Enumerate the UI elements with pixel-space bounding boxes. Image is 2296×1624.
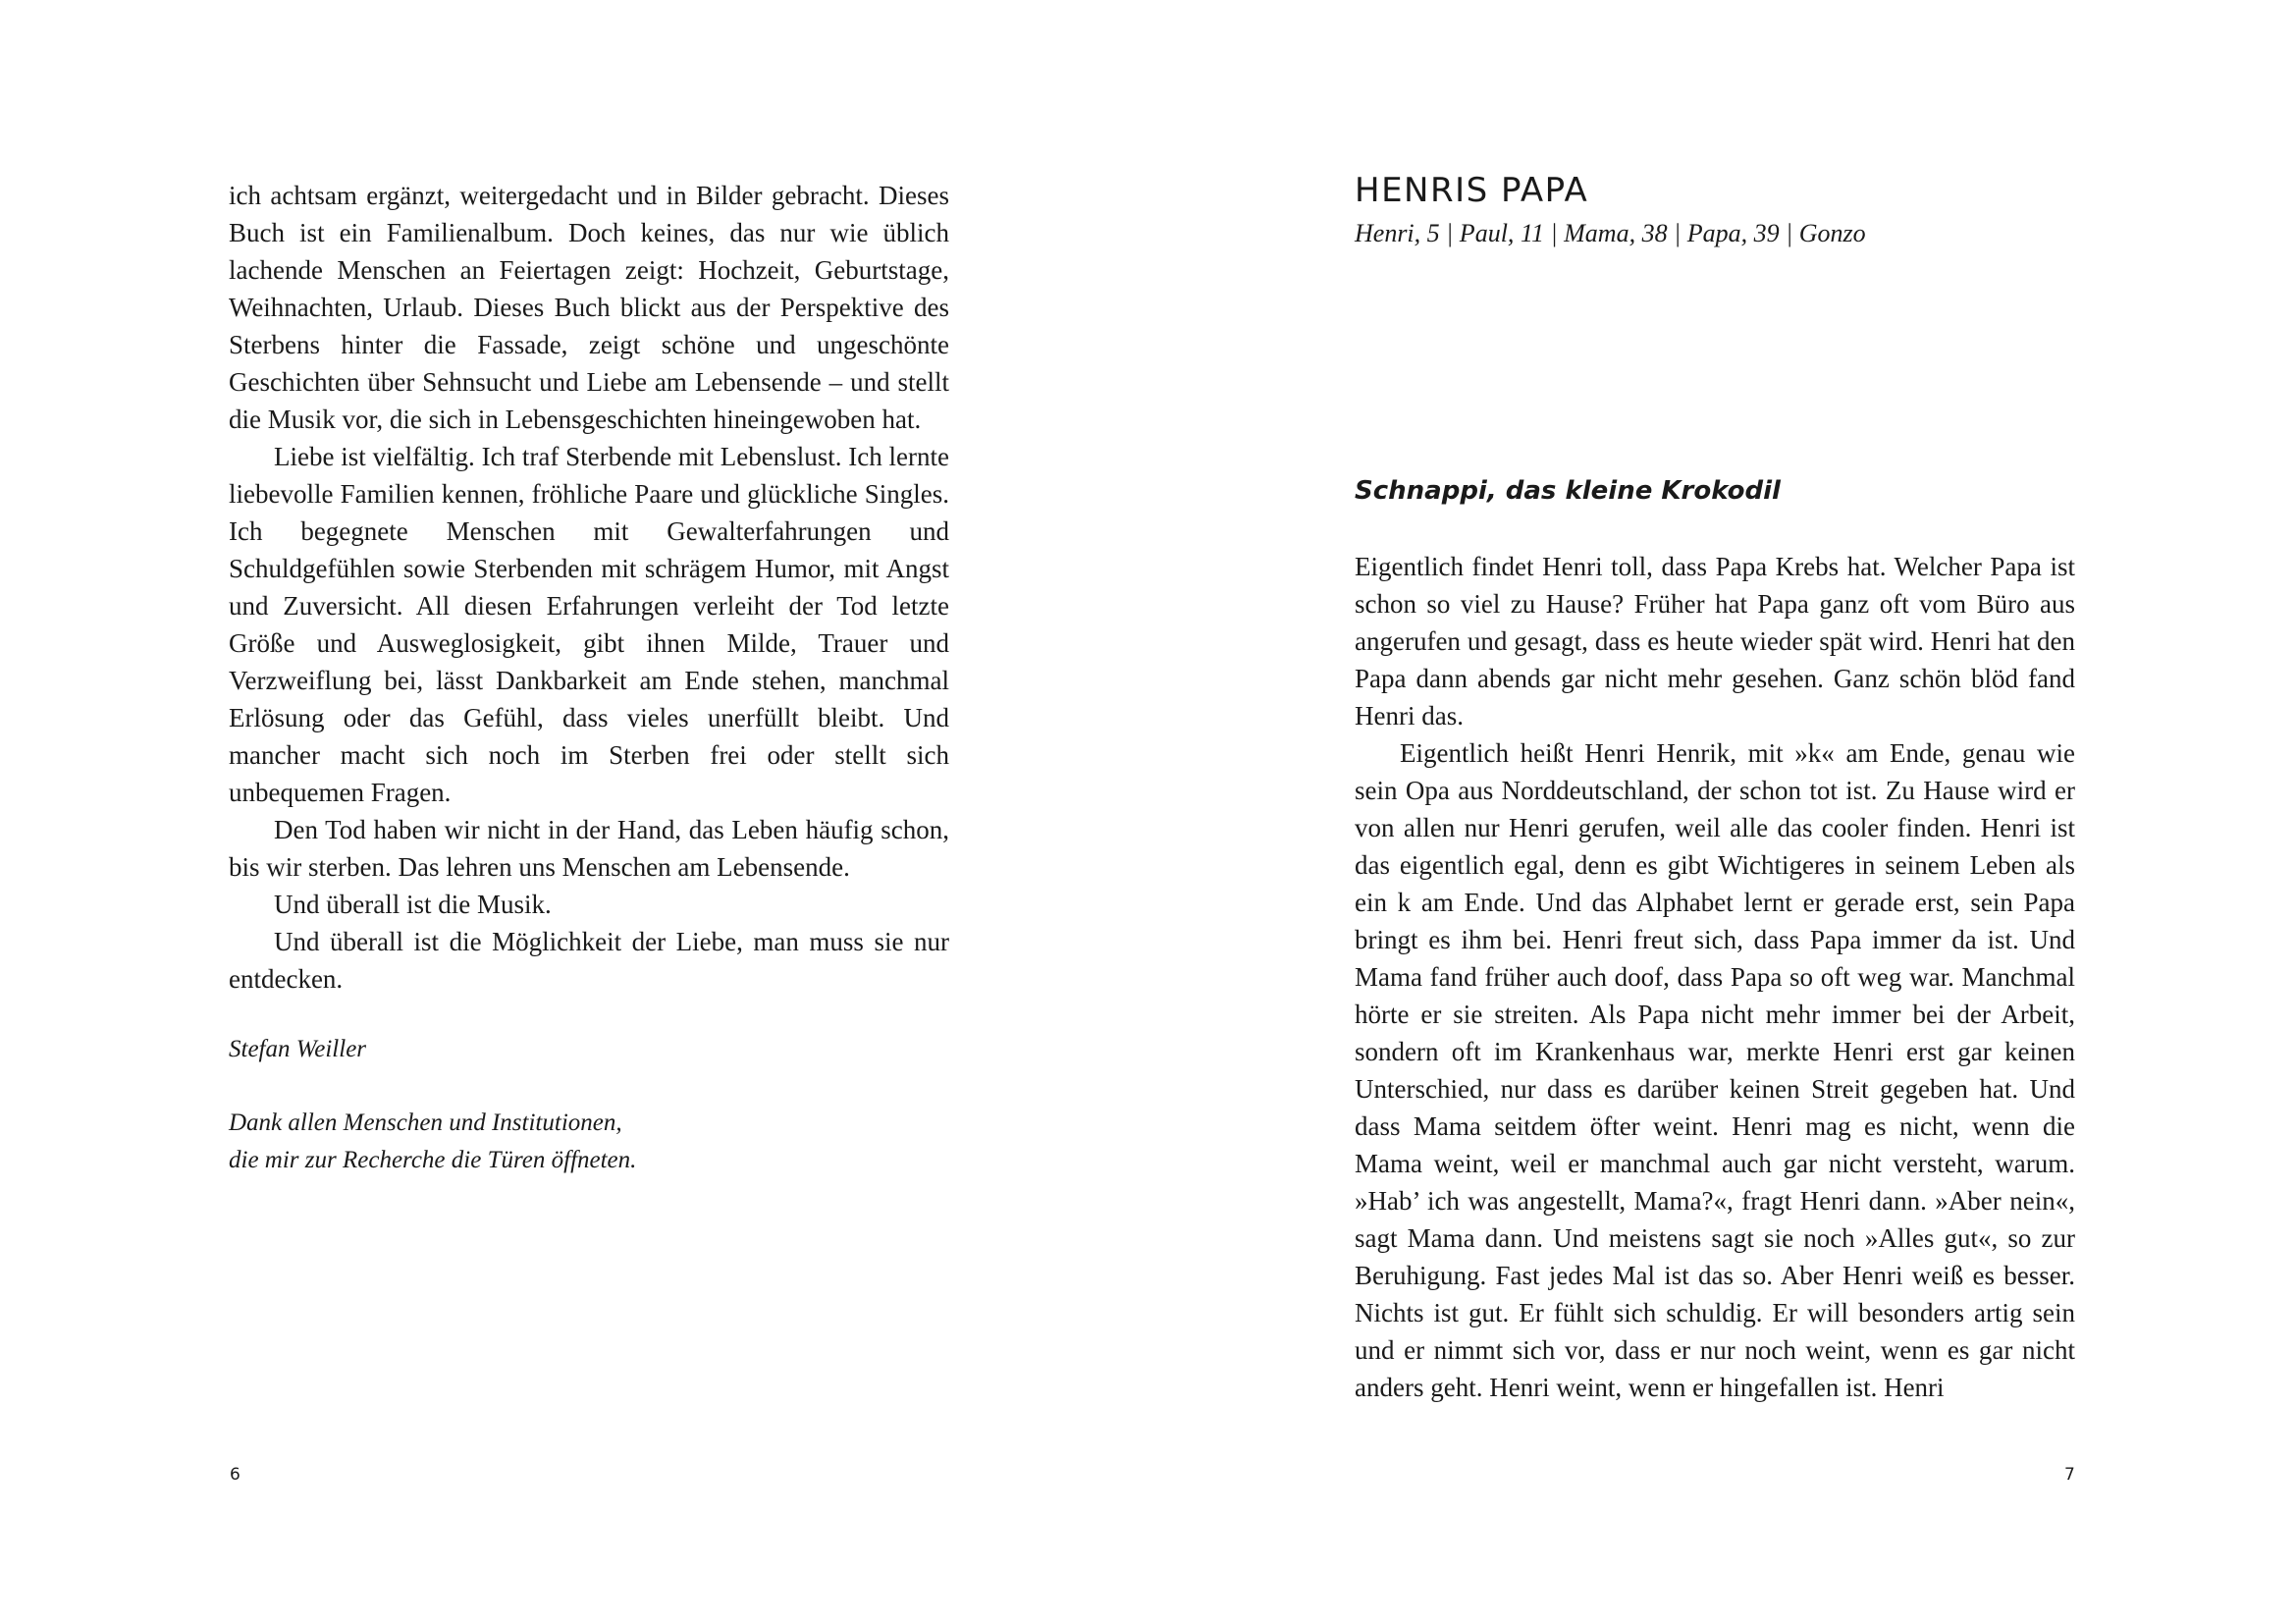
- page-number-left: 6: [230, 1465, 240, 1485]
- acknowledgement-block: [229, 1105, 949, 1179]
- right-paragraph-1: Eigentlich findet Henri toll, dass Papa Krebs hat. Welcher Papa ist schon so viel zu Hause? Früher hat Papa ganz oft vom Büro aus angerufen und gesagt, dass es heute wieder spät wird. Henri hat den Papa dann abends gar nicht mehr gesehen. Ganz schön blöd fand Henri das.: [1355, 552, 2075, 731]
- page-number-right: 7: [2064, 1465, 2075, 1485]
- left-paragraph-2: Liebe ist vielfältig. Ich traf Sterbende mit Lebenslust. Ich lernte liebevolle Familien kennen, fröhliche Paare und glückliche Singles. Ich begegnete Menschen mit Gewalterfahrungen und Schuldgefühlen sowie Sterbenden mit schrägem Humor, mit Angst und Zuversicht. All diesen Erfahrungen verleiht der Tod letzte Größe und Ausweglosigkeit, gibt ihnen Milde, Trauer und Verzweiflung bei, lässt Dankbarkeit am Ende stehen, manchmal Erlösung oder das Gefühl, dass vieles unerfüllt bleibt. Und mancher macht sich noch im Sterben frei oder stellt sich unbequemen Fragen.: [229, 442, 949, 807]
- left-paragraph-4: Und überall ist die Musik.: [274, 890, 552, 919]
- right-paragraph-2: Eigentlich heißt Henri Henrik, mit »k« am Ende, genau wie sein Opa aus Norddeutschland, der schon tot ist. Zu Hause wird er von allen nur Henri gerufen, weil alle das cooler finden. Henri ist das eigentlich egal, denn es gibt Wichtigeres in seinem Leben als ein k am Ende. Und das Alphabet lernt er gerade erst, sein Papa bringt es ihm bei. Henri freut sich, dass Papa immer da ist. Und Mama fand früher auch doof, dass Papa so oft weg war. Manchmal hörte er sie streiten. Als Papa nicht mehr immer bei der Arbeit, sondern oft im Krankenhaus war, merkte Henri erst gar keinen Unterschied, nur dass es darüber keinen Streit gegeben hat. Und dass Mama seitdem öfter weint. Henri mag es nicht, wenn die Mama weint, weil er manchmal auch gar nicht versteht, warum. »Hab’ ich was angestellt, Mama?«, fragt Henri dann. »Aber nein«, sagt Mama dann. Und meistens sagt sie noch »Alles gut«, so zur Beruhigung. Fast jedes Mal ist das so. Aber Henri weiß es besser. Nichts ist gut. Er fühlt sich schuldig. Er will besonders artig sein und er nimmt sich vor, dass er nur noch weint, wenn es gar nicht anders geht. Henri weint, wenn er hingefallen ist. Henri: [1355, 738, 2075, 1402]
- right-body-text: [1355, 548, 2075, 1406]
- left-page-body: [229, 177, 949, 998]
- acknowledgement-line-1: Dank allen Menschen und Institutionen,: [229, 1110, 622, 1136]
- left-paragraph-5: Und überall ist die Möglichkeit der Liebe, man muss sie nur entdecken.: [229, 927, 949, 994]
- author-signature: Stefan Weiller: [229, 1036, 367, 1062]
- left-paragraph-1: ich achtsam ergänzt, weitergedacht und in Bilder gebracht. Dieses Buch ist ein Familienalbum. Doch keines, das nur wie üblich lachende Menschen an Feiertagen zeigt: Hochzeit, Geburtstage, Weihnachten, Urlaub. Dieses Buch blickt aus der Perspektive des Sterbens hinter die Fassade, zeigt schöne und ungeschönte Geschichten über Sehnsucht und Liebe am Lebensende – und stellt die Musik vor, die sich in Lebensgeschichten hineingewoben hat.: [229, 181, 949, 434]
- left-paragraph-3: Den Tod haben wir nicht in der Hand, das Leben häufig schon, bis wir sterben. Das lehren uns Menschen am Lebensende.: [229, 815, 949, 882]
- right-page-body: [1355, 548, 2075, 1406]
- section-heading: Schnappi, das kleine Krokodil: [1355, 476, 1781, 506]
- chapter-title: HENRIS PAPA: [1355, 171, 1589, 210]
- acknowledgement-line-2: die mir zur Recherche die Türen öffneten.: [229, 1147, 637, 1173]
- left-body-text: [229, 177, 949, 998]
- signature-block: [229, 1031, 949, 1068]
- chapter-cast-list: Henri, 5 | Paul, 11 | Mama, 38 | Papa, 39 | Gonzo: [1355, 219, 1866, 247]
